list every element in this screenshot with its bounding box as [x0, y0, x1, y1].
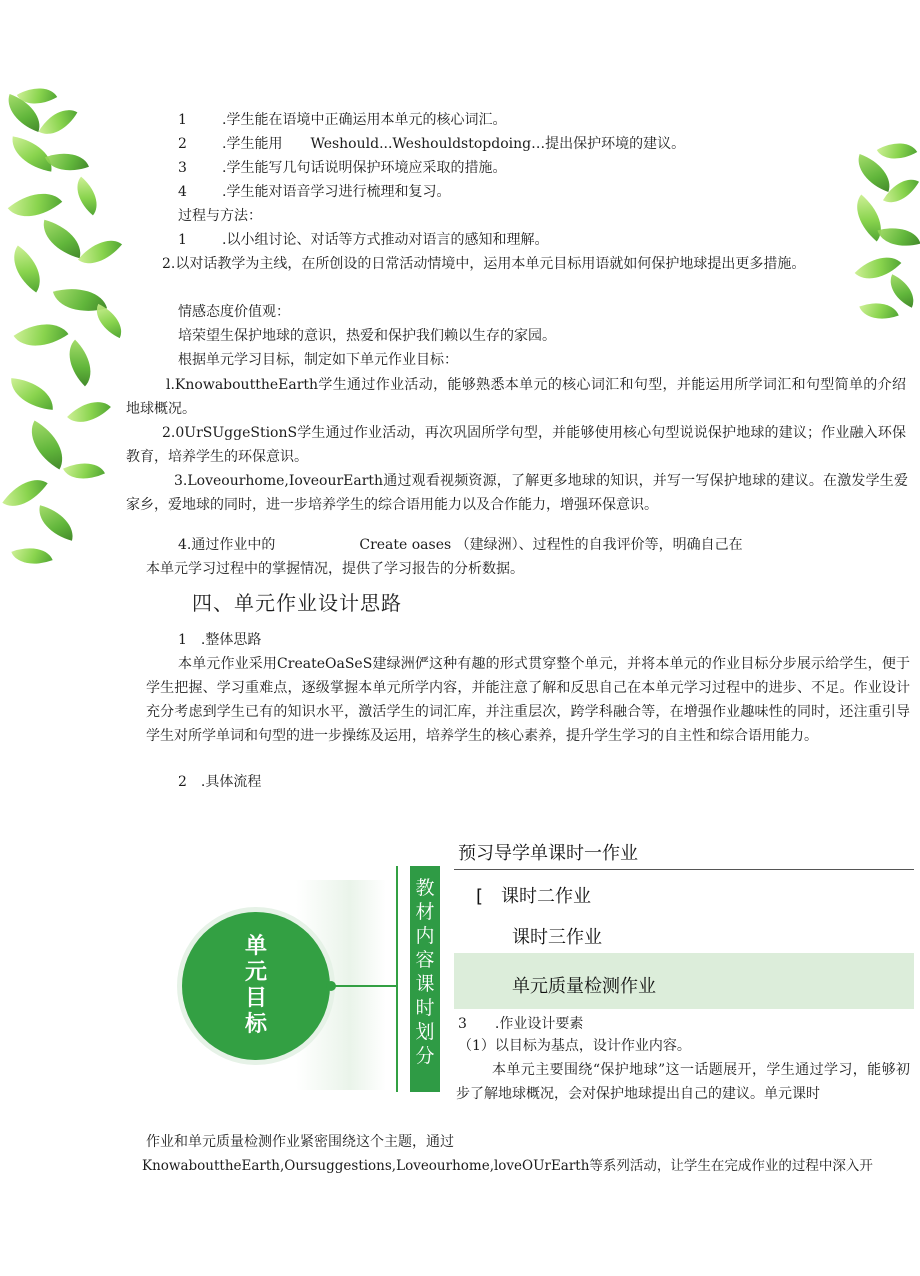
- content-division-label: 教材内容 课时划分: [415, 877, 454, 1067]
- homework-goal-1: l.KnowabouttheEarth学生通过作业活动，能够熟悉本单元的核心词汇和句型，并能运用所学词汇和句型简单的介绍地球概况。: [126, 377, 906, 417]
- connector-dot: [326, 981, 336, 991]
- subheading-elements: 3 .作业设计要素: [458, 1016, 584, 1032]
- objective-text: .学生能写几句话说明保护环境应采取的措施。: [222, 160, 507, 176]
- process-text: .以小组讨论、对话等方式推动对语言的感知和理解。: [222, 232, 549, 248]
- content-division-bar: [410, 866, 454, 1092]
- process-heading: 过程与方法：: [178, 208, 262, 224]
- homework-goal-2: 2.0UrSUggeStionS学生通过作业活动，再次巩固所学句型，并能够使用核心句型说说保护地球的建议；作业融入环保教育，培养学生的环保意识。: [126, 425, 906, 465]
- objective-item-1: [178, 110, 506, 130]
- unit-goal-node: [182, 912, 330, 1060]
- objective-item-2: [178, 134, 685, 154]
- objective-text: .学生能对语音学习进行梳理和复习。: [222, 184, 451, 200]
- element-point-1: （1）以目标为基点，设计作业内容。: [458, 1038, 691, 1054]
- branch-preview-lesson-1: 预习导学单课时一作业: [458, 843, 638, 864]
- right-leaf-decoration: [840, 140, 920, 330]
- process-number: 1: [178, 232, 187, 248]
- objective-number: 1: [178, 112, 187, 128]
- process-item-2: 2.以对话教学为主线，在所创设的日常活动情境中，运用本单元目标用语就如何保护地球提出更多措施。: [162, 256, 806, 272]
- objective-text: .学生能用 Weshould...Weshouldstopdoing…提出保护环境的建议。: [222, 136, 686, 152]
- topic-paragraph: 本单元主要围绕“保护地球”这一话题展开，学生通过学习，能够初步了解地球概况，会对保护地球提出自己的建议。单元课时: [456, 1062, 910, 1102]
- subheading-overall: 1 .整体思路: [178, 632, 262, 648]
- process-item-1: [178, 230, 548, 250]
- objective-item-4: [178, 182, 450, 202]
- topic-paragraph-cont-2: KnowabouttheEarth,Oursuggestions,Loveourhome,loveOUrEarth等系列活动，让学生在完成作业的过程中深入开: [142, 1158, 873, 1174]
- objective-item-3: [178, 158, 506, 178]
- overall-design-paragraph: 本单元作业采用CreateOaSeS建绿洲俨这种有趣的形式贯穿整个单元，并将本单元的作业目标分步展示给学生，便于学生把握、学习重难点，逐级掌握本单元所学内容，并能注意了解和反思自己在本单元学习过程中的进步、不足。作业设计充分考虑到学生已有的知识水平，激活学生的词汇库，并注重层次，跨学科融合等，在增强作业趣味性的同时，还注重引导学生对所学单词和句型的进一步操练及运用，培养学生的核心素养，提升学生学习的自主性和综合语用能力。: [146, 656, 910, 744]
- branch-lesson-3: 课时三作业: [512, 927, 602, 948]
- subheading-process: 2 .具体流程: [178, 774, 262, 790]
- homework-goal-4-cont: 本单元学习过程中的掌握情况，提供了学习报告的分析数据。: [146, 561, 524, 577]
- vertical-spine: [396, 866, 398, 1092]
- objective-text: .学生能在语境中正确运用本单元的核心词汇。: [222, 112, 507, 128]
- unit-goal-label: 单元目标: [244, 934, 267, 1037]
- goal-intro: 根据单元学习目标，制定如下单元作业目标：: [178, 352, 458, 368]
- branch-divider: [454, 869, 914, 870]
- objective-number: 3: [178, 160, 187, 176]
- emotion-heading: 情感态度价值观：: [178, 304, 290, 320]
- objective-number: 4: [178, 184, 187, 200]
- objective-number: 2: [178, 136, 187, 152]
- homework-goal-3: 3.Loveourhome,IoveourEarth通过观看视频资源，了解更多地球的知识，并写一写保护地球的建议。在激发学生爱家乡，爱地球的同时，进一步培养学生的综合语用能力以及合作能力，增强环保意识。: [126, 473, 908, 513]
- left-leaf-decoration: [0, 80, 130, 580]
- homework-goal-4: 4.通过作业中的 Create oases （建绿洲）、过程性的自我评价等，明确自己在: [178, 537, 743, 553]
- section-four-title: 四、单元作业设计思路: [192, 591, 402, 615]
- branch-lesson-2: [ 课时二作业: [476, 886, 592, 907]
- connector-line: [330, 985, 396, 987]
- emotion-text: 培荣望生保护地球的意识，热爱和保护我们赖以生存的家园。: [178, 328, 556, 344]
- branch-unit-quality-test: 单元质量检测作业: [512, 976, 656, 997]
- topic-paragraph-cont-1: 作业和单元质量检测作业紧密围绕这个主题，通过: [146, 1134, 454, 1150]
